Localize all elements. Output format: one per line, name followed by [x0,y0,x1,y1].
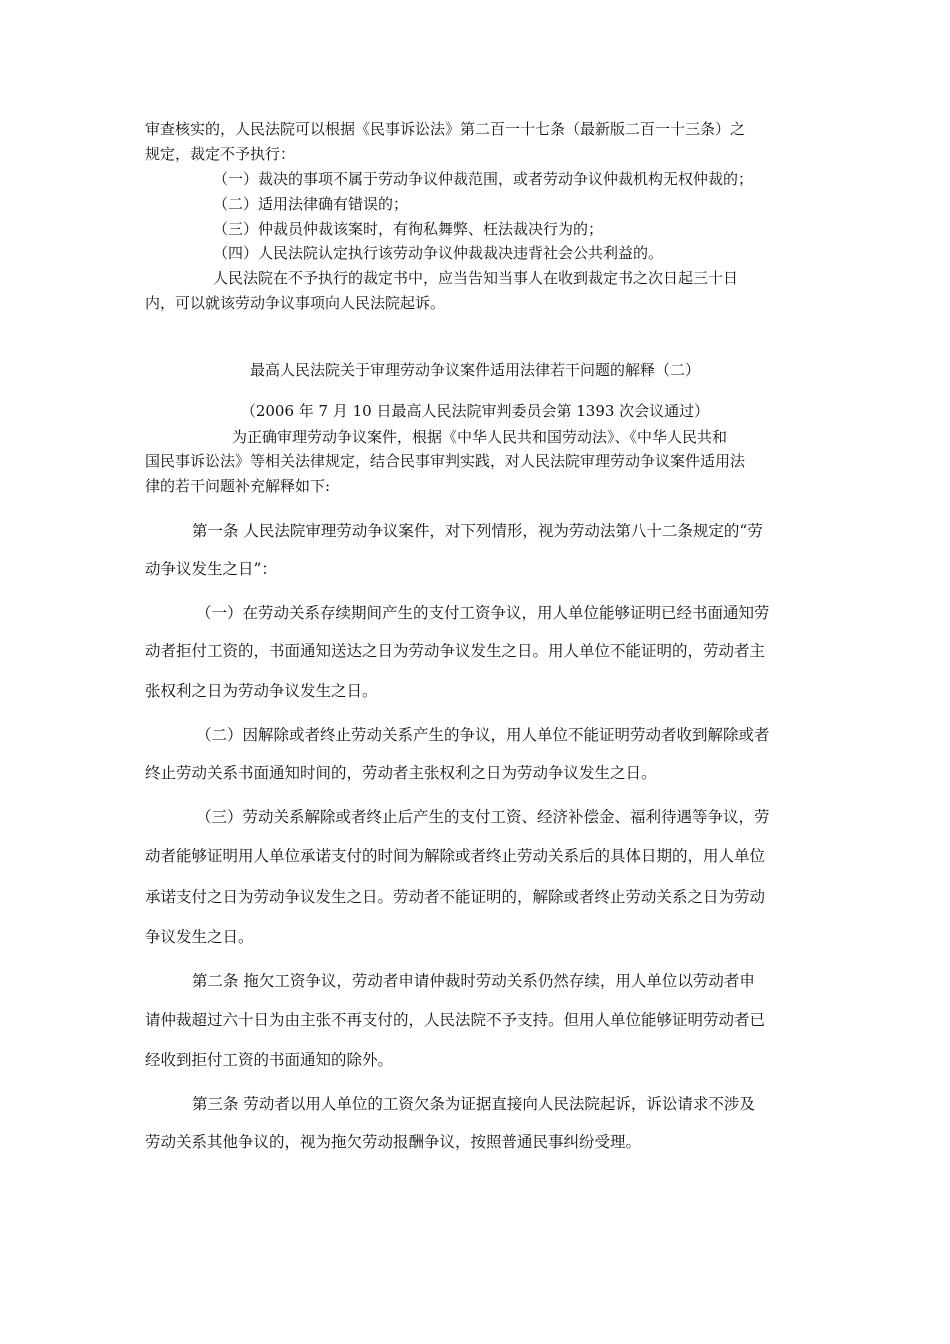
article-2: 经收到拒付工资的书面通知的除外。 [145,1051,394,1069]
intro-line: 为正确审理劳动争议案件，根据《中华人民共和国劳动法》、《中华人民共和 [232,428,728,446]
article-1-item-3: 承诺支付之日为劳动争议发生之日。劳动者不能证明的，解除或者终止劳动关系之日为劳动 [145,888,766,906]
document-subtitle: （2006 年 7 月 10 日最高人民法院审判委员会第 1393 次会议通过） [240,402,710,420]
article-1-item-1: 张权利之日为劳动争议发生之日。 [145,682,378,700]
article-3: 劳动关系其他争议的，视为拖欠劳动报酬争议，按照普通民事纠纷受理。 [145,1133,642,1151]
paragraph-line: 规定，裁定不予执行： [145,145,296,163]
article-1-item-1: 动者拒付工资的，书面通知送达之日为劳动争议发生之日。用人单位不能证明的，劳动者主 [145,642,766,660]
article-2: 请仲裁超过六十日为由主张不再支付的，人民法院不予支持。但用人单位能够证明劳动者已 [145,1011,766,1029]
article-1-item-2: （二）因解除或者终止劳动关系产生的争议，用人单位不能证明劳动者收到解除或者 [196,726,770,744]
list-item: （一）裁决的事项不属于劳动争议仲裁范围，或者劳动争议仲裁机构无权仲裁的； [213,170,754,188]
list-item: （二）适用法律确有错误的； [213,195,409,213]
list-item: （三）仲裁员仲裁该案时，有徇私舞弊、枉法裁决行为的； [213,220,604,238]
article-1: 第一条 人民法院审理劳动争议案件，对下列情形，视为劳动法第八十二条规定的“劳 [192,522,763,540]
paragraph-line: 人民法院在不予执行的裁定书中，应当告知当事人在收到裁定书之次日起三十日 [213,269,739,287]
paragraph-line: 审查核实的，人民法院可以根据《民事诉讼法》第二百一十七条（最新版二百一十三条）之 [145,120,746,138]
document-title: 最高人民法院关于审理劳动争议案件适用法律若干问题的解释（二） [249,361,700,379]
paragraph-line: 内，可以就该劳动争议事项向人民法院起诉。 [145,294,446,312]
article-1-item-2: 终止劳动关系书面通知时间的，劳动者主张权利之日为劳动争议发生之日。 [145,764,657,782]
article-3: 第三条 劳动者以用人单位的工资欠条为证据直接向人民法院起诉，诉讼请求不涉及 [192,1095,755,1113]
article-1-item-3: 争议发生之日。 [145,928,254,946]
intro-line: 国民事诉讼法》等相关法律规定，结合民事审判实践，对人民法院审理劳动争议案件适用法 [145,452,746,470]
list-item: （四）人民法院认定执行该劳动争议仲裁裁决违背社会公共利益的。 [213,244,664,262]
intro-line: 律的若干问题补充解释如下: [145,477,331,495]
article-1-item-3: 动者能够证明用人单位承诺支付的时间为解除或者终止劳动关系后的具体日期的，用人单位 [145,847,766,865]
article-2: 第二条 拖欠工资争议，劳动者申请仲裁时劳动关系仍然存续，用人单位以劳动者申 [192,972,755,990]
article-1: 动争议发生之日”： [145,560,277,578]
article-1-item-3: （三）劳动关系解除或者终止后产生的支付工资、经济补偿金、福利待遇等争议，劳 [196,808,770,826]
article-1-item-1: （一）在劳动关系存续期间产生的支付工资争议，用人单位能够证明已经书面通知劳 [196,604,770,622]
